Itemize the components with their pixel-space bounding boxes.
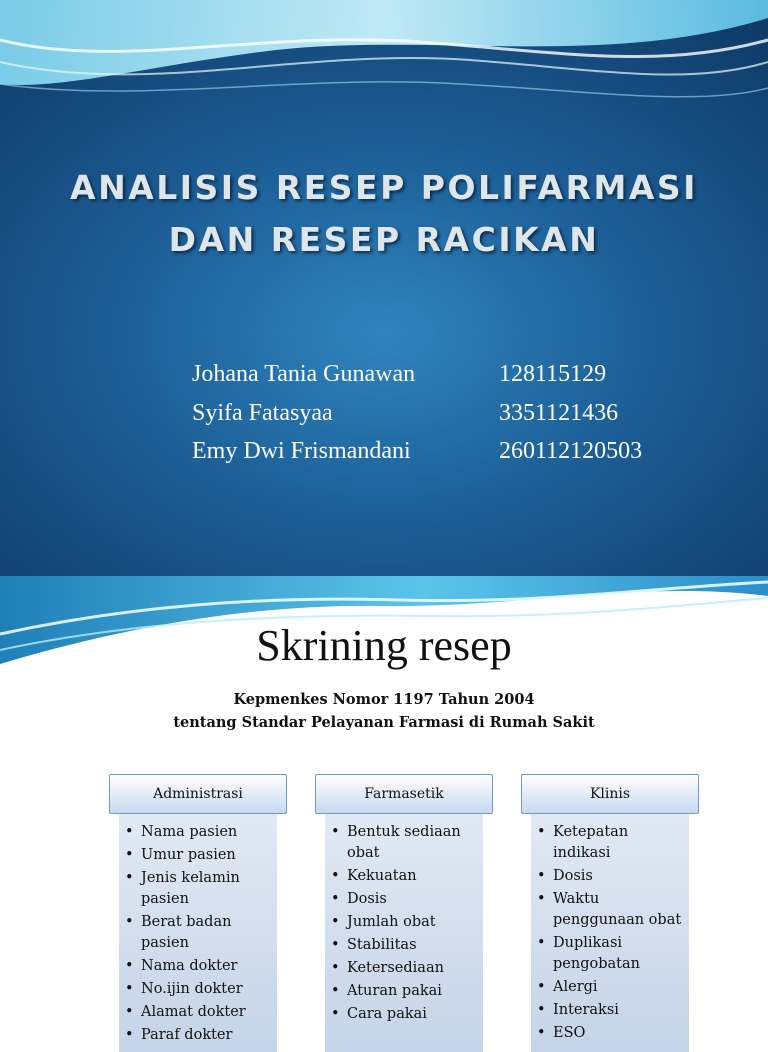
content-slide bbox=[0, 576, 768, 1043]
list-item: • Nama dokter bbox=[119, 956, 277, 977]
author-name: Syifa Fatasyaa bbox=[192, 399, 333, 426]
list-item: • Alergi bbox=[531, 977, 689, 998]
bullet: • bbox=[331, 824, 340, 840]
list-item: • Alamat dokter bbox=[119, 1002, 277, 1023]
author-id: 128115129 bbox=[499, 361, 607, 387]
bullet: • bbox=[125, 914, 134, 930]
list-item: • Waktu penggunaan obat bbox=[537, 891, 682, 928]
author-list bbox=[192, 361, 692, 477]
subtitle-line: Kepmenkes Nomor 1197 Tahun 2004 bbox=[233, 691, 535, 708]
list-item: • Jenis kelamin pasien bbox=[125, 870, 240, 907]
column-farmasetik bbox=[315, 774, 493, 1052]
column-header: Farmasetik bbox=[315, 774, 493, 814]
bullet: • bbox=[331, 983, 340, 999]
list-item: • Stabilitas bbox=[325, 935, 483, 956]
bullet: • bbox=[537, 868, 546, 884]
bullet: • bbox=[331, 891, 340, 907]
bullet: • bbox=[537, 935, 546, 951]
bullet: • bbox=[537, 1002, 546, 1018]
bullet: • bbox=[331, 1006, 340, 1022]
list-item: • Ketersediaan bbox=[325, 958, 483, 979]
list-item: • Cara pakai bbox=[325, 1004, 483, 1025]
list-item: • No.ijin dokter bbox=[119, 979, 277, 1000]
list-item: • Bentuk sediaan obat bbox=[331, 824, 461, 861]
bullet: • bbox=[125, 1004, 134, 1020]
list-item: • Duplikasi pengobatan bbox=[537, 935, 640, 972]
author-row bbox=[192, 400, 692, 439]
slide-title bbox=[0, 162, 768, 266]
list-item: • ESO bbox=[531, 1023, 689, 1044]
author-row bbox=[192, 438, 692, 477]
author-name: Emy Dwi Frismandani bbox=[192, 438, 411, 464]
list-item: • Umur pasien bbox=[119, 845, 277, 866]
list-item: • Berat badan pasien bbox=[125, 914, 232, 951]
column-header: Klinis bbox=[521, 774, 699, 814]
bullet: • bbox=[537, 824, 546, 840]
slide-subtitle bbox=[0, 688, 768, 734]
bullet: • bbox=[331, 937, 340, 953]
column-klinis bbox=[521, 774, 699, 1052]
list-item: • Dosis bbox=[531, 866, 689, 887]
bullet: • bbox=[125, 870, 134, 886]
column-header: Administrasi bbox=[109, 774, 287, 814]
list-item: • Ketepatan indikasi bbox=[537, 824, 629, 861]
bullet: • bbox=[537, 979, 546, 995]
wave-decoration bbox=[0, 0, 768, 130]
bullet: • bbox=[331, 960, 340, 976]
bullet: • bbox=[125, 958, 134, 974]
column-body bbox=[531, 812, 689, 1052]
slide-title: Skrining resep bbox=[256, 621, 512, 670]
author-id: 3351121436 bbox=[499, 399, 619, 426]
list-item: • Aturan pakai bbox=[325, 981, 483, 1002]
list-item: • Nama pasien bbox=[119, 822, 277, 843]
list-item: • Jumlah obat bbox=[325, 912, 483, 933]
subtitle-line: tentang Standar Pelayanan Farmasi di Rumah Sakit bbox=[173, 714, 595, 731]
column-administrasi bbox=[109, 774, 287, 1052]
bullet: • bbox=[125, 981, 134, 997]
author-id: 260112120503 bbox=[499, 438, 643, 464]
bullet: • bbox=[125, 824, 134, 840]
bullet: • bbox=[537, 891, 546, 907]
author-name: Johana Tania Gunawan bbox=[192, 361, 416, 387]
list-item: • Paraf dokter bbox=[119, 1025, 277, 1046]
list-item: • Interaksi bbox=[531, 1000, 689, 1021]
title-line: ANALISIS RESEP POLIFARMASI bbox=[70, 168, 698, 207]
list-item: • Dosis bbox=[325, 889, 483, 910]
bullet: • bbox=[331, 914, 340, 930]
column-body bbox=[325, 812, 483, 1052]
bullet: • bbox=[331, 868, 340, 884]
bullet: • bbox=[125, 847, 134, 863]
bullet: • bbox=[125, 1027, 134, 1043]
bullet: • bbox=[537, 1025, 546, 1041]
title-line: DAN RESEP RACIKAN bbox=[168, 220, 600, 259]
author-row bbox=[192, 361, 692, 400]
column-body bbox=[119, 812, 277, 1052]
list-item: • Kekuatan bbox=[325, 866, 483, 887]
